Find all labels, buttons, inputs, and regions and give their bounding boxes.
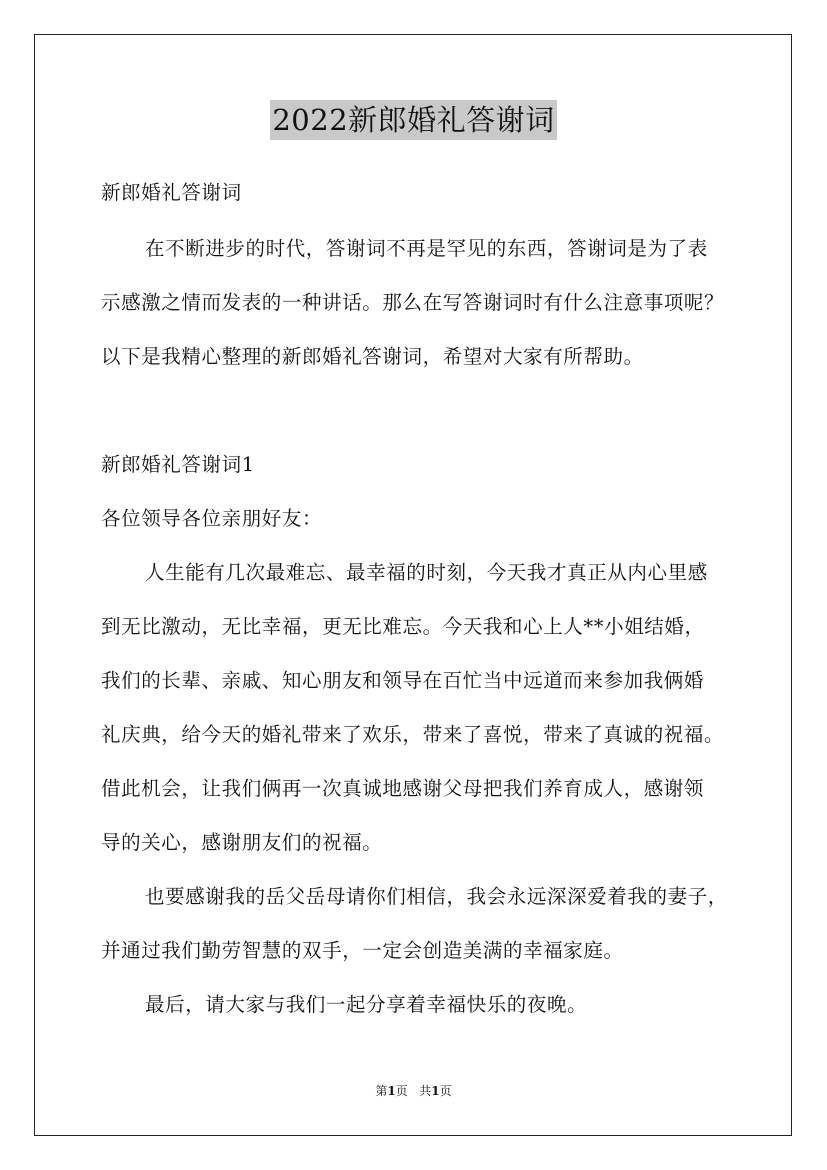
paragraph-line: 到无比激动，无比幸福，更无比难忘。今天我和心上人**小姐结婚，	[101, 615, 705, 638]
section-heading: 新郎婚礼答谢词1	[101, 453, 255, 476]
intro-line: 以下是我精心整理的新郎婚礼答谢词，希望对大家有所帮助。	[101, 345, 644, 368]
paragraph-line: 并通过我们勤劳智慧的双手，一定会创造美满的幸福家庭。	[101, 939, 624, 962]
intro-line: 在不断进步的时代，答谢词不再是罕见的东西，答谢词是为了表	[145, 237, 708, 260]
page-footer	[0, 1081, 827, 1101]
paragraph-line: 导的关心，感谢朋友们的祝福。	[101, 831, 383, 854]
title-container	[0, 100, 827, 140]
paragraph-line: 礼庆典，给今天的婚礼带来了欢乐，带来了喜悦，带来了真诚的祝福。	[101, 723, 725, 746]
intro-line: 示感激之情而发表的一种讲话。那么在写答谢词时有什么注意事项呢？	[101, 291, 725, 314]
paragraph-line: 也要感谢我的岳父岳母请你们相信，我会永远深深爱着我的妻子，	[145, 885, 728, 908]
paragraph-line: 借此机会，让我们俩再一次真诚地感谢父母把我们养育成人，感谢领	[101, 777, 705, 800]
document-title: 2022新郎婚礼答谢词	[270, 100, 556, 140]
footer-page-unit: 页	[395, 1084, 408, 1098]
footer-total-pages: 1	[431, 1084, 440, 1098]
paragraph-line: 我们的长辈、亲戚、知心朋友和领导在百忙当中远道而来参加我俩婚	[101, 669, 705, 692]
paragraph-line: 最后，请大家与我们一起分享着幸福快乐的夜晚。	[145, 993, 588, 1016]
footer-page-number: 1	[387, 1084, 396, 1098]
paragraph-line: 人生能有几次最难忘、最幸福的时刻，今天我才真正从内心里感	[145, 561, 708, 584]
greeting: 各位领导各位亲朋好友：	[101, 507, 323, 530]
footer-total-prefix: 共	[419, 1084, 432, 1098]
main-heading: 新郎婚礼答谢词	[101, 181, 242, 204]
footer-total-unit: 页	[439, 1084, 452, 1098]
footer-prefix: 第	[375, 1084, 388, 1098]
